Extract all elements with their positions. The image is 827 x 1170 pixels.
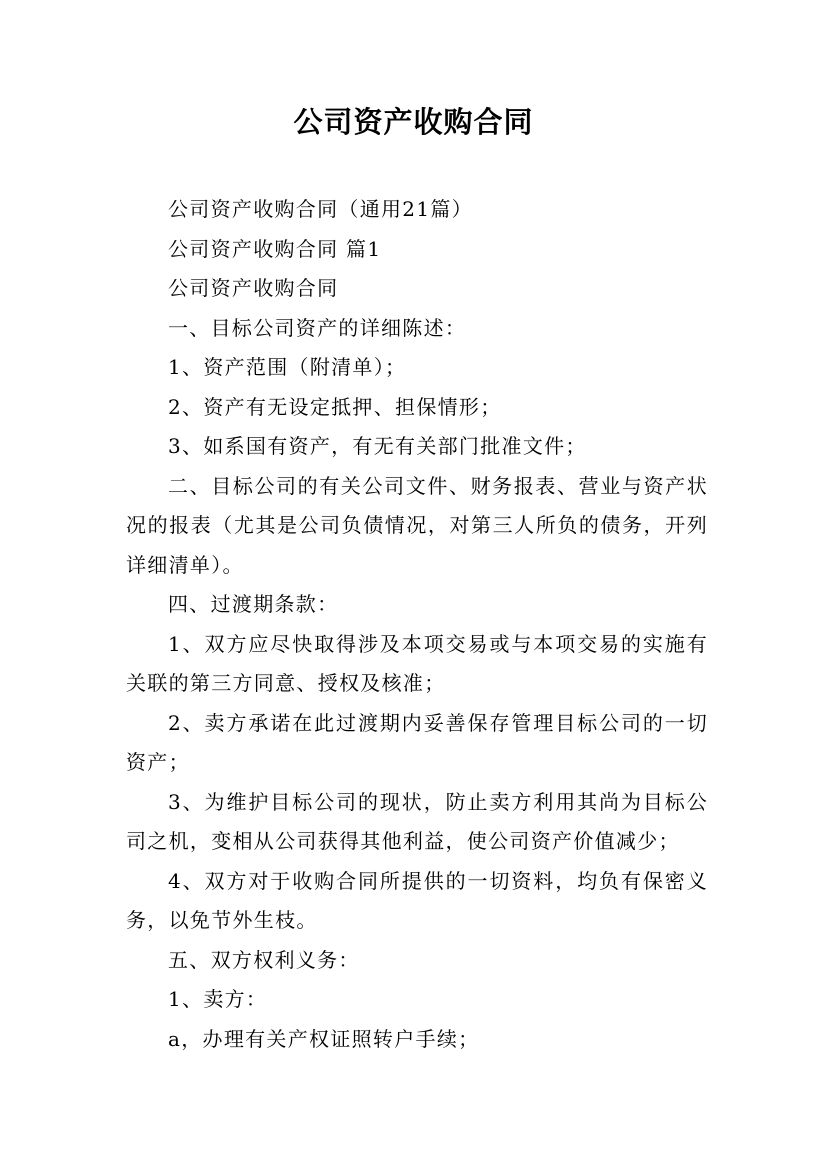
paragraph: 一、目标公司资产的详细陈述： xyxy=(168,315,467,340)
paragraph: 四、过渡期条款： xyxy=(168,592,339,616)
paragraph: 2、卖方承诺在此过渡期内妥善保存管理目标公司的一切资产； xyxy=(126,710,708,774)
paragraph: 公司资产收购合同 篇1 xyxy=(168,236,382,261)
paragraph: 公司资产收购合同 xyxy=(168,276,339,300)
paragraph: 3、如系国有资产，有无有关部门批准文件； xyxy=(168,434,587,458)
paragraph: 3、为维护目标公司的现状，防止卖方利用其尚为目标公司之机，变相从公司获得其他利益，使公司资产价值减少； xyxy=(126,789,708,853)
paragraph: 1、双方应尽快取得涉及本项交易或与本项交易的实施有关联的第三方同意、授权及核准； xyxy=(126,631,708,695)
document-title: 公司资产收购合同 xyxy=(293,105,534,139)
document-body xyxy=(126,190,708,1059)
paragraph: 2、资产有无设定抵押、担保情形； xyxy=(168,394,502,419)
paragraph: 五、双方权利义务： xyxy=(168,947,360,972)
paragraph: a，办理有关产权证照转户手续； xyxy=(168,1026,480,1051)
paragraph: 公司资产收购合同（通用21篇） xyxy=(168,197,473,221)
paragraph: 1、卖方： xyxy=(168,987,268,1011)
paragraph: 4、双方对于收购合同所提供的一切资料，均负有保密义务，以免节外生枝。 xyxy=(126,868,708,932)
paragraph: 二、目标公司的有关公司文件、财务报表、营业与资产状况的报表（尤其是公司负债情况，对第三人所负的债务，开列详细清单）。 xyxy=(126,473,708,577)
paragraph: 1、资产范围（附清单）； xyxy=(168,355,407,379)
